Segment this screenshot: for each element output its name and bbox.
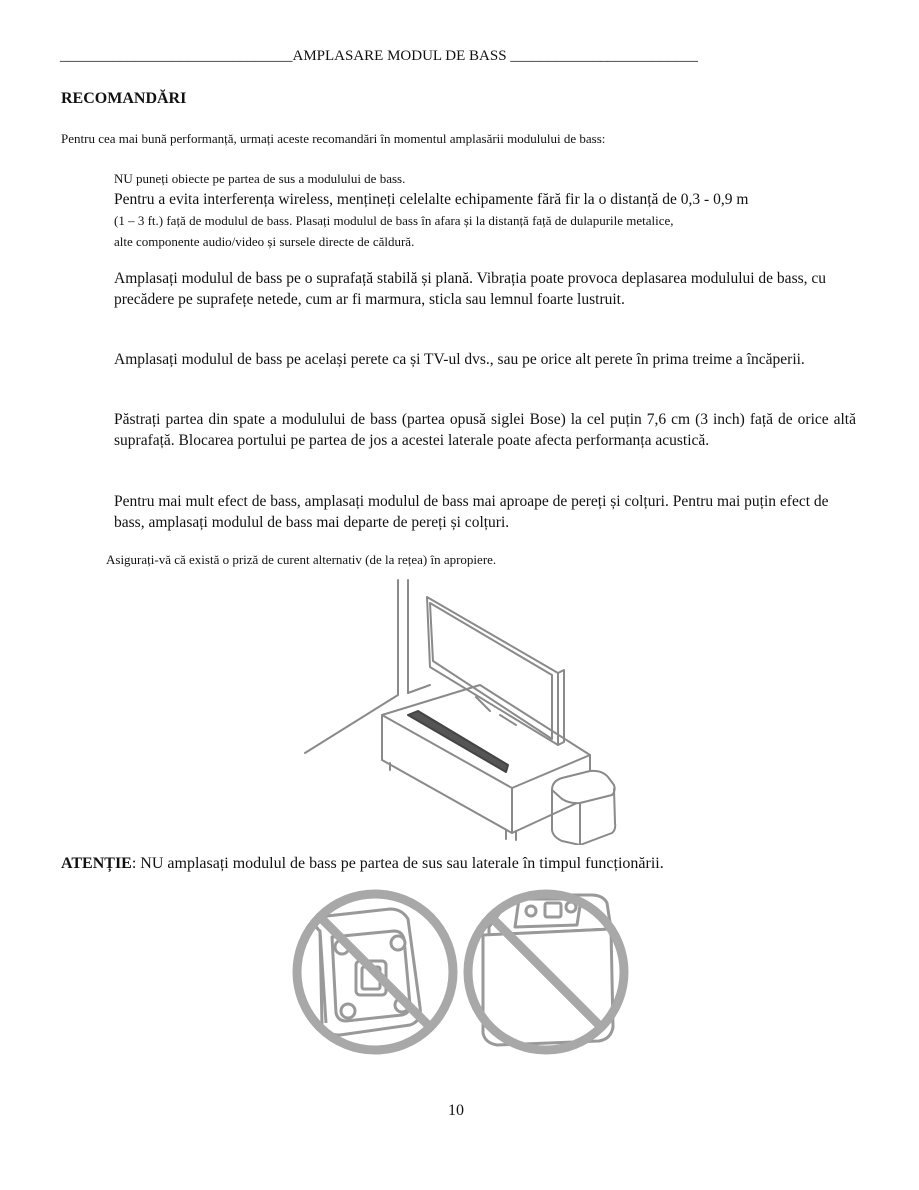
header-rule-left: _______________________________ — [60, 48, 293, 64]
intro-text: Pentru cea mai bună performanță, urmați aceste recomandări în momentul amplasării modulului de bass: — [61, 131, 606, 146]
rec-wireless-line3: alte componente audio/video și sursele directe de căldură. — [114, 234, 415, 249]
bass-module — [552, 771, 615, 803]
prohibited-side-icon — [290, 887, 460, 1057]
page-number: 10 — [448, 1102, 464, 1119]
page-header — [60, 48, 850, 65]
prohibited-top-icon — [461, 887, 631, 1057]
placement-illustration — [290, 575, 630, 845]
rec-wireless-line2: (1 – 3 ft.) față de modulul de bass. Plasați modulul de bass în afara și la distanță față de dulapurile metalice, — [114, 213, 674, 228]
socket-note: Asigurați-vă că există o priză de curent alternativ (de la rețea) în apropiere. — [106, 552, 497, 567]
rec-top-objects: NU puneți obiecte pe partea de sus a modulului de bass. — [114, 171, 406, 186]
rec-wireless-line1: Pentru a evita interferența wireless, mențineți celelalte echipamente fără fir la o distanță de 0,3 - 0,9 m — [114, 191, 749, 208]
section-title: RECOMANDĂRI — [61, 90, 187, 107]
header-title: AMPLASARE MODUL DE BASS — [292, 48, 507, 64]
rec-same-wall: Amplasați modulul de bass pe același perete ca și TV-ul dvs., sau pe orice alt perete în prima treime a încăperii. — [114, 351, 805, 368]
soundbar — [408, 711, 508, 772]
caution-text: : NU amplasați modulul de bass pe partea de sus sau laterale în timpul funcționării. — [131, 855, 664, 872]
rec-stable-surface: Amplasați modulul de bass pe o suprafață stabilă și plană. Vibrația poate provoca deplasarea modulului de bass, cu precădere pe suprafețe netede, cum ar fi marmura, sticla sau lemnul foarte lustruit. — [114, 270, 827, 308]
rec-bass-effect: Pentru mai mult efect de bass, amplasați modulul de bass mai aproape de pereți și colțuri. Pentru mai puțin efect de bass, amplasați modulul de bass mai departe de pereți și colțuri. — [114, 493, 829, 531]
header-rule-right: _________________________ — [510, 48, 698, 64]
rec-rear-clearance: Păstrați partea din spate a modulului de bass (partea opusă siglei Bose) la cel puțin 7,6 cm (3 inch) față de orice altă suprafață. Blocarea portului pe partea de jos a acestei laterale poate afecta performanța acustică. — [114, 411, 856, 449]
caution-label: ATENȚIE — [61, 855, 132, 872]
caution-note — [61, 855, 664, 873]
